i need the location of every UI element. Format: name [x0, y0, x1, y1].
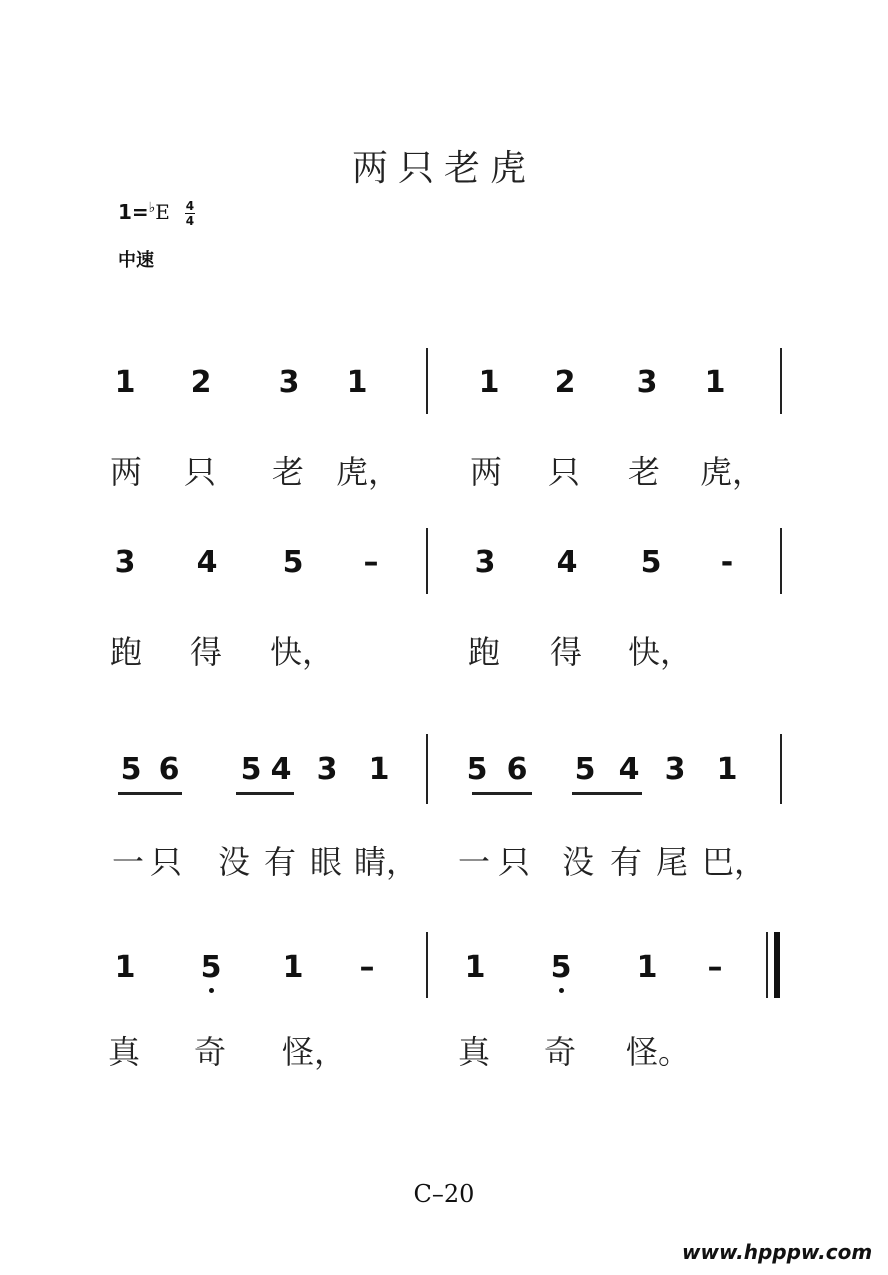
dash: – — [359, 950, 375, 985]
lyric: 尾 — [655, 843, 688, 881]
dash: – — [707, 950, 723, 985]
bar-line — [780, 348, 782, 414]
eighth-underline — [118, 792, 182, 795]
lyric: 老 — [627, 453, 660, 491]
lyric: 真 — [457, 1033, 490, 1071]
lyric: 只 — [149, 843, 182, 881]
bar-line — [426, 528, 428, 594]
eighth-underline — [236, 792, 294, 795]
note: 5 — [120, 752, 142, 787]
lyric: 只 — [547, 453, 580, 491]
tempo-marking: 中速 — [118, 250, 154, 271]
key-letter: E — [155, 200, 170, 224]
lyric: 怪， — [282, 1033, 347, 1071]
note: 3 — [114, 545, 136, 580]
lyric: 两 — [109, 453, 142, 491]
note: 6 — [158, 752, 180, 787]
note: 3 — [664, 752, 686, 787]
lyric: 只 — [183, 453, 216, 491]
lyric: 没 — [561, 843, 594, 881]
bar-line — [780, 528, 782, 594]
note: 1 — [282, 950, 304, 985]
final-barline-thick — [774, 932, 780, 998]
watermark: www.hpppw.com — [682, 1240, 873, 1264]
note: 3 — [636, 365, 658, 400]
note: 1 — [636, 950, 658, 985]
note: 4 — [196, 545, 218, 580]
lyric: 快， — [628, 633, 693, 671]
note: 4 — [270, 752, 292, 787]
note: 4 — [556, 545, 578, 580]
lyric: 虎， — [336, 453, 401, 491]
bar-line — [780, 734, 782, 804]
note: 5 — [466, 752, 488, 787]
flat-symbol: ♭ — [148, 200, 156, 216]
note: 6 — [506, 752, 528, 787]
note: 5 — [200, 950, 222, 985]
lyric: 虎， — [700, 453, 765, 491]
lyric: 一 — [111, 843, 144, 881]
lyric: 怪。 — [626, 1033, 691, 1071]
low-octave-dot — [559, 988, 564, 993]
bar-line — [426, 348, 428, 414]
key-prefix: 1= — [118, 200, 149, 224]
lyric: 两 — [469, 453, 502, 491]
lyric: 有 — [263, 843, 296, 881]
lyric: 快， — [270, 633, 335, 671]
key-signature — [118, 200, 195, 227]
time-signature-bottom: 4 — [185, 214, 195, 228]
note: 1 — [478, 365, 500, 400]
time-signature-top: 4 — [185, 199, 195, 213]
note: 5 — [282, 545, 304, 580]
lyric: 只 — [497, 843, 530, 881]
note: 2 — [554, 365, 576, 400]
lyric: 得 — [189, 633, 222, 671]
bar-line — [426, 932, 428, 998]
lyric: 巴， — [702, 843, 767, 881]
lyric: 得 — [549, 633, 582, 671]
lyric: 老 — [271, 453, 304, 491]
note: 5 — [574, 752, 596, 787]
note: 3 — [474, 545, 496, 580]
song-title: 两只老虎 — [351, 148, 536, 189]
lyric: 眼 — [309, 843, 342, 881]
lyric: 有 — [609, 843, 642, 881]
lyric: 奇 — [543, 1033, 576, 1071]
note: 1 — [464, 950, 486, 985]
note: 1 — [716, 752, 738, 787]
note: 1 — [114, 950, 136, 985]
lyric: 跑 — [109, 633, 142, 671]
lyric: 一 — [457, 843, 490, 881]
lyric: 跑 — [467, 633, 500, 671]
bar-line — [426, 734, 428, 804]
lyric: 奇 — [193, 1033, 226, 1071]
final-barline-thin — [766, 932, 768, 998]
lyric: 睛， — [354, 843, 419, 881]
lyric: 真 — [107, 1033, 140, 1071]
note: 4 — [618, 752, 640, 787]
eighth-underline — [572, 792, 642, 795]
lyric: 没 — [217, 843, 250, 881]
note: 5 — [550, 950, 572, 985]
time-signature — [185, 200, 195, 227]
note: 5 — [240, 752, 262, 787]
note: 1 — [368, 752, 390, 787]
note: 3 — [278, 365, 300, 400]
note: 5 — [640, 545, 662, 580]
dash: – — [363, 545, 379, 580]
eighth-underline — [472, 792, 532, 795]
note: 1 — [114, 365, 136, 400]
dash: - — [720, 545, 734, 580]
low-octave-dot — [209, 988, 214, 993]
note: 2 — [190, 365, 212, 400]
note: 1 — [704, 365, 726, 400]
page-number: C–20 — [413, 1180, 475, 1208]
note: 1 — [346, 365, 368, 400]
note: 3 — [316, 752, 338, 787]
